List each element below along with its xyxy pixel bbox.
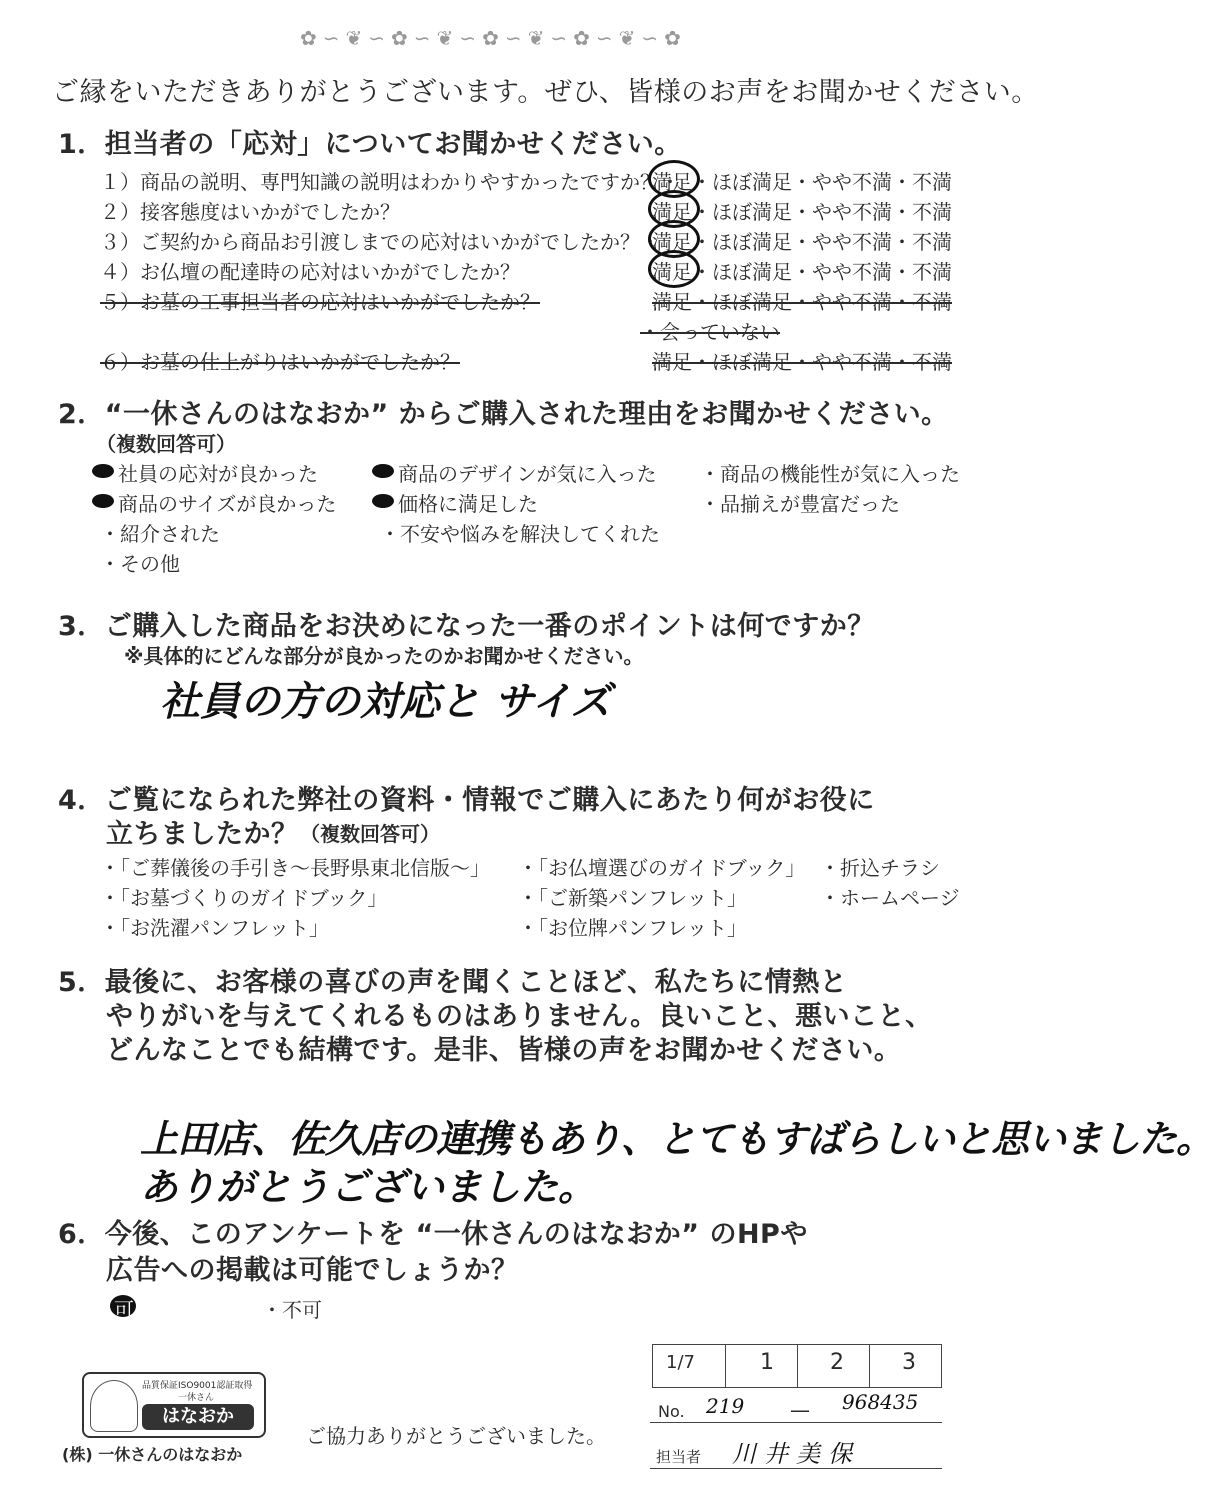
q1-item-5: ５）お墓の工事担当者の応対はいかがでしたか？ (100, 290, 540, 314)
q4-subtitle: （複数回答可） (300, 822, 440, 846)
q5-title-line2: やりがいを与えてくれるものはありません。良いこと、悪いこと、 (106, 1001, 933, 1032)
q1-item-2: ２）接客態度はいかがでしたか？ (100, 200, 400, 224)
q3-handwritten-answer: 社員の方の対応と サイズ (160, 678, 611, 725)
company-name: (株) 一休さんのはなおか (62, 1445, 243, 1464)
q6-title-line2: 広告への掲載は可能でしょうか？ (106, 1255, 519, 1286)
q2-choice-8: ・不安や悩みを解決してくれた (380, 522, 660, 546)
q2-fill-mark-3 (92, 494, 114, 508)
logo-badge: はなおか (142, 1404, 254, 1430)
q1-item-3: ３）ご契約から商品お引渡しまでの応対はいかがでしたか？・ (100, 230, 660, 254)
intro-text: ご縁をいただきありがとうございます。ぜひ、皆様のお声をお聞かせください。 (52, 77, 1039, 108)
monk-figure-icon (90, 1380, 138, 1432)
rating-box-grid (652, 1344, 942, 1388)
q2-fill-mark-1 (92, 464, 114, 478)
box-value-2: 1 (760, 1350, 774, 1375)
q1-options-6: 満足・ほぼ満足・やや不満・不満 (652, 350, 952, 374)
q3-subtitle: ※具体的にどんな部分が良かったのかお聞かせください。 (124, 644, 644, 668)
q4-choice-6: ・ホームページ (820, 886, 960, 910)
q3-title: 3．ご購入した商品をお決めになった一番のポイントは何ですか？ (58, 611, 875, 642)
q2-fill-mark-4 (372, 494, 394, 508)
q6-no-option: ・不可 (262, 1298, 322, 1322)
staff-name: 川井美保 (732, 1440, 860, 1468)
staff-label: 担当者 (656, 1448, 702, 1466)
q4-choice-8: ・「お位牌パンフレット」 (518, 916, 747, 940)
q1-options-3: 満足・ほぼ満足・やや不満・不満 (652, 230, 952, 254)
q4-choice-1: ・「ご葬儀後の手引き～長野県東北信版～」 (100, 856, 490, 880)
box-value-1: 1/7 (666, 1352, 695, 1373)
q1-options-5: 満足・ほぼ満足・やや不満・不満 (652, 290, 952, 314)
q4-choice-5: ・「ご新築パンフレット」 (518, 886, 747, 910)
box-value-3: 2 (830, 1350, 844, 1375)
q1-item-4: ４）お仏壇の配達時の応対はいかがでしたか？ (100, 260, 520, 284)
number-underline (650, 1422, 942, 1423)
q1-item-6: ６）お墓の仕上がりはいかがでしたか？ (100, 350, 460, 374)
q2-choice-4: 商品のサイズが良かった (118, 492, 337, 516)
top-ornament: ✿∽❦∽✿∽❦∽✿∽❦∽✿∽❦∽✿ (300, 26, 687, 50)
q1-title: 1．担当者の「応対」についてお聞かせください。 (58, 129, 682, 160)
q4-title-line1: 4．ご覧になられた弊社の資料・情報でご購入にあたり何がお役に (58, 785, 875, 816)
q6-title-line1: 6．今後、このアンケートを “一休さんのはなおか” のHPや (58, 1219, 808, 1250)
staff-underline (650, 1468, 942, 1469)
q2-choice-2: 商品のデザインが気に入った (398, 462, 657, 486)
thanks-text: ご協力ありがとうございました。 (306, 1424, 606, 1448)
q4-choice-4: ・「お墓づくりのガイドブック」 (100, 886, 388, 910)
q2-title: 2．“一休さんのはなおか” からご購入された理由をお聞かせください。 (58, 399, 949, 430)
q1-not-met: ・会っていない (640, 320, 780, 344)
logo-certification: 品質保証ISO9001認証取得 (142, 1381, 253, 1391)
number-dash: — (790, 1398, 810, 1422)
q5-handwritten-answer-line2: ありがとうございました。 (140, 1164, 597, 1209)
q5-title-line1: 5．最後に、お客様の喜びの声を聞くことほど、私たちに情熱と (58, 967, 848, 998)
logo-small-text: 一休さん (178, 1393, 215, 1403)
q2-choice-7: ・紹介された (100, 522, 220, 546)
q5-title-line3: どんなことでも結構です。是非、皆様の声をお聞かせください。 (106, 1035, 902, 1066)
q6-ok-option: 可 (114, 1298, 134, 1322)
q4-choice-7: ・「お洗濯パンフレット」 (100, 916, 329, 940)
q2-choice-1: 社員の応対が良かった (118, 462, 318, 486)
q1-options-4: 満足・ほぼ満足・やや不満・不満 (652, 260, 952, 284)
number-value: 219 (706, 1394, 745, 1418)
q5-handwritten-answer-line1: 上田店、佐久店の連携もあり、とてもすばらしいと思いました。 (140, 1116, 1213, 1161)
q2-subtitle: （複数回答可） (96, 432, 236, 456)
q4-choice-3: ・折込チラシ (820, 856, 940, 880)
q2-choice-9: ・その他 (100, 552, 180, 576)
q2-choice-5: 価格に満足した (398, 492, 538, 516)
q2-choice-3: ・商品の機能性が気に入った (700, 462, 960, 486)
number-label: No. (658, 1402, 685, 1421)
q2-choice-6: ・品揃えが豊富だった (700, 492, 900, 516)
q4-choice-2: ・「お仏壇選びのガイドブック」 (518, 856, 806, 880)
q1-item-1: １）商品の説明、専門知識の説明はわかりやすかったですか？・ (100, 170, 680, 194)
q1-options-2: 満足・ほぼ満足・やや不満・不満 (652, 200, 952, 224)
number-value-2: 968435 (842, 1390, 919, 1414)
box-value-4: 3 (902, 1350, 916, 1375)
q1-answer-circle-4 (648, 250, 700, 288)
q1-options-1: 満足・ほぼ満足・やや不満・不満 (652, 170, 952, 194)
q4-title-line2: 立ちましたか？ (106, 819, 299, 850)
company-logo (82, 1372, 266, 1438)
q2-fill-mark-2 (372, 464, 394, 478)
